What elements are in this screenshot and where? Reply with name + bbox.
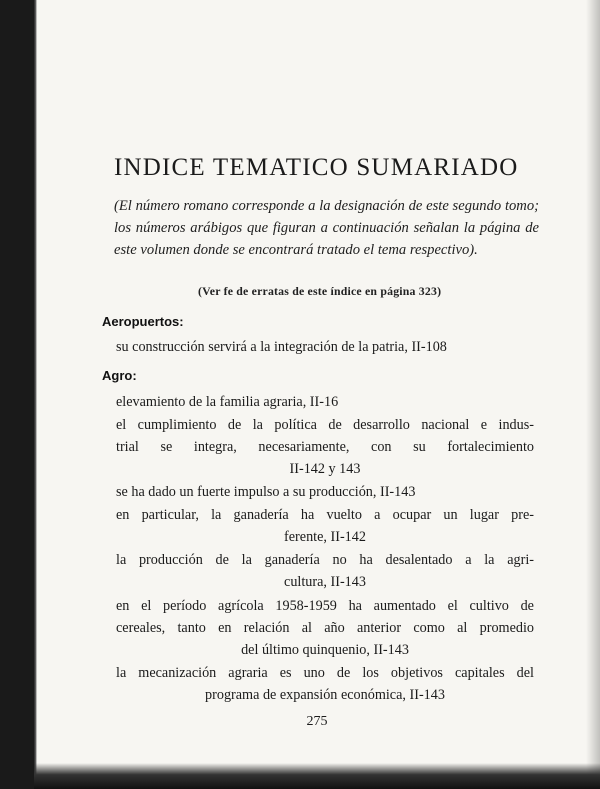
- index-entry: la producción de la ganadería no ha desalentado a la agri-: [116, 552, 534, 568]
- index-entry: ferente, II-142: [284, 529, 366, 545]
- index-entry: II-142 y 143: [289, 461, 361, 477]
- intro-paragraph: (El número romano corresponde a la designación de este segundo tomo; los números arábigos que figuran a continuación señalan la página de este volumen donde se encontrará tratado el tema respectivo).: [114, 198, 539, 258]
- section-heading-aeropuertos: Aeropuertos:: [102, 314, 184, 329]
- index-entry: su construcción servirá a la integración de la patria, II-108: [116, 339, 447, 355]
- page-bottom-edge: [34, 763, 600, 789]
- section-heading-agro: Agro:: [102, 368, 137, 383]
- index-entry: del último quinquenio, II-143: [241, 642, 409, 658]
- index-entry: el cumplimiento de la política de desarrollo nacional e indus-: [116, 417, 534, 433]
- index-entry: trial se integra, necesariamente, con su fortalecimiento: [116, 439, 534, 455]
- book-page: [34, 0, 600, 789]
- index-entry: cultura, II-143: [284, 574, 366, 590]
- index-entry: la mecanización agraria es uno de los objetivos capitales del: [116, 665, 534, 681]
- index-entry: en el período agrícola 1958-1959 ha aumentado el cultivo de: [116, 598, 534, 614]
- page-left-edge: [34, 0, 37, 789]
- index-entry: programa de expansión económica, II-143: [205, 687, 445, 703]
- index-entry: cereales, tanto en relación al año anterior como al promedio: [116, 620, 534, 636]
- page-right-shadow: [586, 0, 600, 789]
- errata-note: (Ver fe de erratas de este índice en página 323): [198, 284, 442, 298]
- page-title: INDICE TEMATICO SUMARIADO: [114, 154, 519, 181]
- index-entry: elevamiento de la familia agraria, II-16: [116, 394, 339, 410]
- index-entry: se ha dado un fuerte impulso a su producción, II-143: [116, 484, 416, 500]
- page-number: 275: [306, 714, 328, 729]
- index-entry: en particular, la ganadería ha vuelto a ocupar un lugar pre-: [116, 507, 534, 523]
